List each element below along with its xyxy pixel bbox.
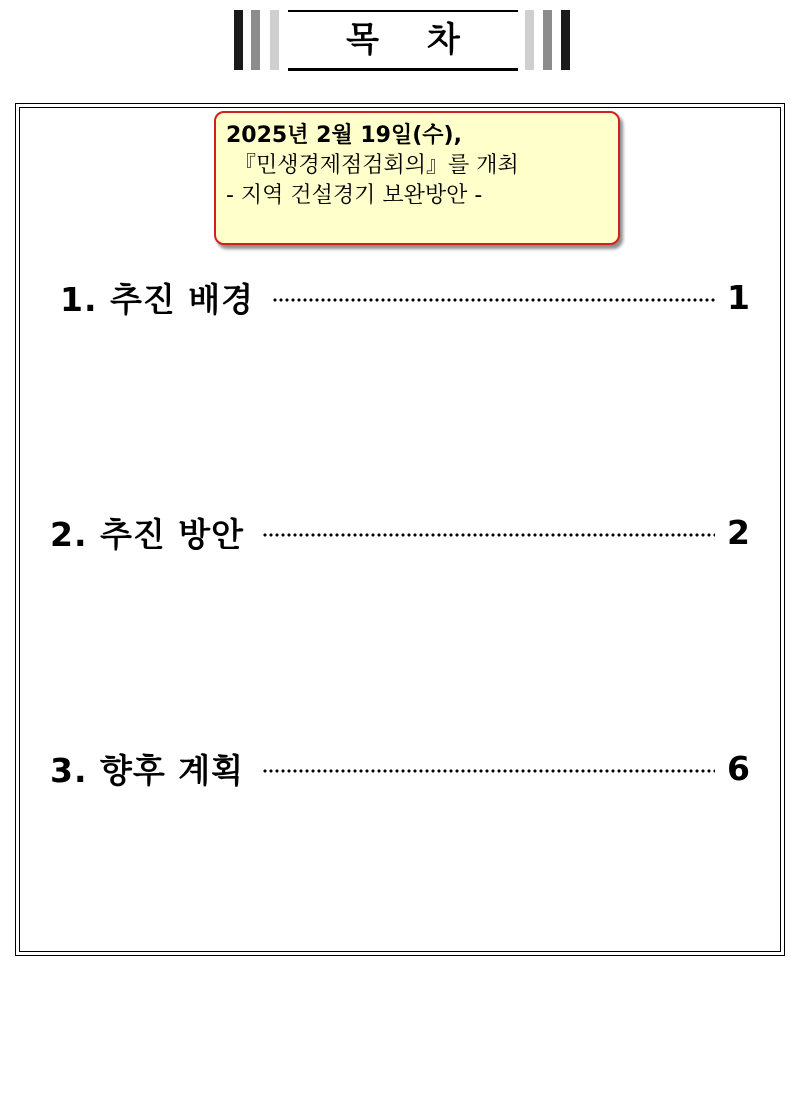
- decorative-bar-left-3: [270, 10, 279, 70]
- toc-entry-label: 3. 향후 계획: [50, 750, 244, 790]
- toc-entry-plan[interactable]: [50, 508, 750, 556]
- toc-entry-label: 1. 추진 배경: [60, 279, 254, 319]
- decorative-bar-left-2: [251, 10, 260, 70]
- callout-date: 2025년 2월 19일(수),: [226, 123, 462, 148]
- toc-page-number: 1: [727, 277, 750, 317]
- callout-subject: - 지역 건설경기 보완방안 -: [226, 183, 483, 208]
- decorative-bar-right-1: [525, 10, 534, 70]
- toc-page-number: 2: [727, 512, 750, 552]
- title-block: [234, 10, 570, 72]
- page-title: 목차: [346, 20, 508, 60]
- toc-dot-leader: [272, 298, 715, 302]
- toc-entry-future[interactable]: [50, 744, 750, 792]
- decorative-bar-right-3: [561, 10, 570, 70]
- toc-dot-leader: [262, 533, 715, 537]
- decorative-bar-right-2: [543, 10, 552, 70]
- toc-entry-background[interactable]: [60, 273, 750, 321]
- decorative-bar-left-1: [234, 10, 243, 70]
- toc-entry-label: 2. 추진 방안: [50, 514, 244, 554]
- title-box: [288, 10, 518, 71]
- toc-dot-leader: [262, 769, 715, 773]
- callout-meeting: 『민생경제점검회의』를 개최: [234, 153, 519, 178]
- meeting-callout: [214, 111, 620, 245]
- toc-page-number: 6: [727, 748, 750, 788]
